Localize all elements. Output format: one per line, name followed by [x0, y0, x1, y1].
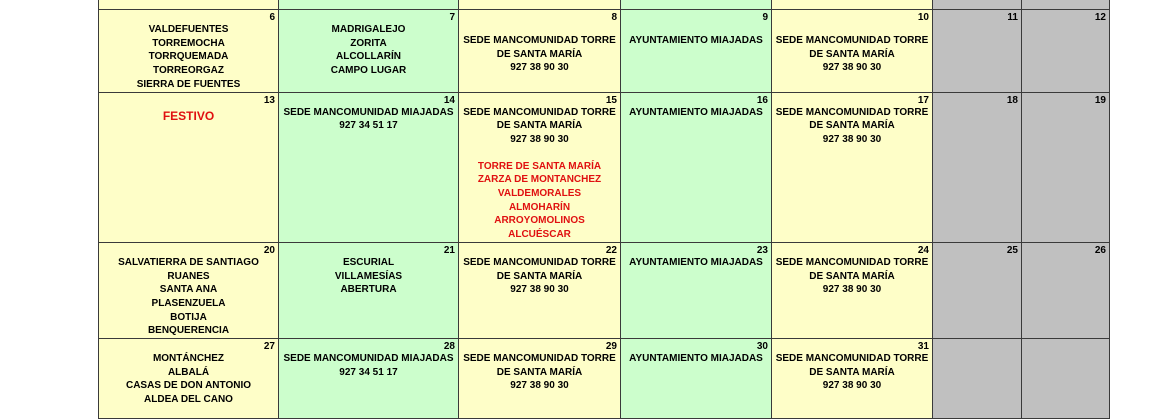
location-line: PLASENZUELA [151, 297, 226, 309]
visit-location-line: ARROYOMOLINOS [494, 215, 585, 227]
calendar-table [98, 0, 1110, 419]
calendar-cell [933, 0, 1022, 10]
location-line: ESCURIAL [342, 256, 395, 268]
day-cell [99, 242, 279, 338]
holiday-label: FESTIVO [162, 108, 215, 123]
location-line: MONTÁNCHEZ [152, 353, 225, 365]
location-line: AYUNTAMIENTO MIAJADAS [629, 353, 763, 365]
location-line: SEDE MANCOMUNIDAD TORRE [463, 106, 616, 118]
location-line: TORREMOCHA [152, 37, 225, 49]
day-number: 15 [605, 94, 617, 106]
location-line: DE SANTA MARÍA [809, 366, 895, 378]
day-cell-weekend [933, 242, 1022, 338]
day-cell [772, 242, 933, 338]
location-line: DE SANTA MARÍA [809, 120, 895, 132]
day-number: 26 [1094, 244, 1106, 256]
day-number: 11 [1007, 12, 1018, 23]
day-number: 18 [1006, 94, 1018, 106]
location-line: BENQUERENCIA [147, 325, 230, 337]
day-number: 6 [269, 12, 275, 23]
day-cell [621, 242, 772, 338]
day-cell [279, 92, 459, 242]
location-line: BOTIJA [170, 311, 207, 323]
location-line: SEDE MANCOMUNIDAD MIAJADAS [283, 106, 454, 118]
day-number: 20 [263, 244, 275, 256]
calendar-cell [99, 0, 279, 10]
location-line: SEDE MANCOMUNIDAD MIAJADAS [283, 353, 454, 365]
calendar-cell [459, 0, 621, 10]
day-cell-weekend [933, 339, 1022, 419]
day-cell [279, 339, 459, 419]
location-line: SEDE MANCOMUNIDAD TORRE [775, 106, 929, 118]
location-line: ZORITA [350, 37, 387, 49]
day-cell [459, 10, 621, 93]
location-line: DE SANTA MARÍA [809, 48, 895, 60]
location-line: DE SANTA MARÍA [496, 48, 583, 60]
location-line: VILLAMESÍAS [334, 270, 403, 282]
calendar-cell [772, 0, 933, 10]
phone-number: 927 38 90 30 [510, 62, 569, 74]
day-number: 8 [611, 12, 617, 23]
day-cell [459, 242, 621, 338]
visit-location-line: ALCUÉSCAR [508, 229, 571, 241]
day-cell-weekend [1022, 92, 1110, 242]
calendar-row [99, 242, 1110, 338]
day-number: 10 [917, 12, 929, 23]
day-cell [459, 92, 621, 242]
day-number: 17 [917, 94, 929, 106]
phone-number: 927 38 90 30 [822, 62, 882, 74]
day-cell [621, 10, 772, 93]
day-cell [772, 92, 933, 242]
location-line: AYUNTAMIENTO MIAJADAS [629, 256, 763, 268]
day-cell [772, 10, 933, 93]
location-line: ALDEA DEL CANO [144, 394, 233, 406]
calendar-row [99, 10, 1110, 93]
location-line: TORREORGAZ [153, 65, 224, 77]
location-line: SIERRA DE FUENTES [136, 78, 241, 90]
day-cell [99, 10, 279, 93]
location-line: AYUNTAMIENTO MIAJADAS [629, 106, 763, 118]
location-line: TORRQUEMADA [148, 51, 229, 63]
day-number: 25 [1006, 244, 1018, 256]
visit-location-line: ALMOHARÍN [508, 201, 571, 213]
location-line: VALDEFUENTES [148, 24, 229, 35]
calendar-row-previous-week [99, 0, 1110, 10]
day-number: 7 [449, 12, 455, 23]
location-line: RUANES [167, 270, 210, 282]
calendar-cell [621, 0, 772, 10]
calendar-cell [1022, 0, 1110, 10]
day-cell [279, 10, 459, 93]
location-line: CASAS DE DON ANTONIO [125, 380, 251, 392]
day-cell-weekend [1022, 242, 1110, 338]
location-line: ALCOLLARÍN [336, 51, 401, 63]
day-cell [99, 339, 279, 419]
visit-location-line: VALDEMORALES [497, 188, 582, 200]
location-line: SEDE MANCOMUNIDAD TORRE [463, 35, 616, 46]
day-cell-weekend [1022, 339, 1110, 419]
day-number: 30 [756, 341, 768, 353]
day-number: 14 [443, 94, 455, 106]
day-number: 21 [443, 244, 455, 256]
calendar-cell [279, 0, 459, 10]
location-line: ABERTURA [340, 284, 397, 296]
phone-number: 927 38 90 30 [822, 380, 882, 392]
day-cell-weekend [1022, 10, 1110, 93]
location-line: DE SANTA MARÍA [809, 270, 895, 282]
visit-location-line: ZARZA DE MONTANCHEZ [477, 174, 602, 186]
day-cell [279, 242, 459, 338]
location-line: DE SANTA MARÍA [496, 120, 583, 132]
location-line: DE SANTA MARÍA [496, 366, 583, 378]
visit-location-line: TORRE DE SANTA MARÍA [477, 160, 602, 172]
location-line: SEDE MANCOMUNIDAD TORRE [775, 353, 929, 365]
phone-number: 927 34 51 17 [339, 120, 398, 132]
location-line: SANTA ANA [159, 284, 218, 296]
location-line: AYUNTAMIENTO MIAJADAS [629, 35, 763, 46]
day-number: 27 [263, 341, 275, 353]
phone-number: 927 38 90 30 [822, 133, 882, 145]
day-number: 13 [263, 94, 275, 106]
day-cell [621, 92, 772, 242]
location-line: ALBALÁ [167, 366, 210, 378]
day-number: 23 [756, 244, 768, 256]
day-cell [99, 92, 279, 242]
location-line: CAMPO LUGAR [330, 65, 407, 77]
day-number: 28 [443, 341, 455, 353]
location-line: SEDE MANCOMUNIDAD TORRE [463, 353, 616, 365]
calendar-row [99, 92, 1110, 242]
day-number: 16 [756, 94, 768, 106]
location-line: SEDE MANCOMUNIDAD TORRE [775, 35, 929, 46]
location-line: SEDE MANCOMUNIDAD TORRE [775, 256, 929, 268]
day-number: 24 [917, 244, 929, 256]
day-cell-weekend [933, 10, 1022, 93]
phone-number: 927 38 90 30 [510, 133, 569, 145]
day-cell [621, 339, 772, 419]
day-cell [772, 339, 933, 419]
location-line: SALVATIERRA DE SANTIAGO [118, 256, 259, 268]
location-line: MADRIGALEJO [331, 24, 406, 35]
day-number: 19 [1094, 94, 1106, 106]
day-number: 29 [605, 341, 617, 353]
location-line: DE SANTA MARÍA [496, 270, 583, 282]
calendar-row [99, 339, 1110, 419]
day-number: 22 [605, 244, 617, 256]
day-cell-weekend [933, 92, 1022, 242]
phone-number: 927 38 90 30 [822, 284, 882, 296]
day-number: 31 [917, 341, 929, 353]
location-line: SEDE MANCOMUNIDAD TORRE [463, 256, 616, 268]
phone-number: 927 38 90 30 [510, 380, 569, 392]
phone-number: 927 38 90 30 [510, 284, 569, 296]
day-cell [459, 339, 621, 419]
day-number: 9 [762, 12, 768, 23]
day-number: 12 [1094, 12, 1106, 23]
phone-number: 927 34 51 17 [339, 366, 398, 378]
